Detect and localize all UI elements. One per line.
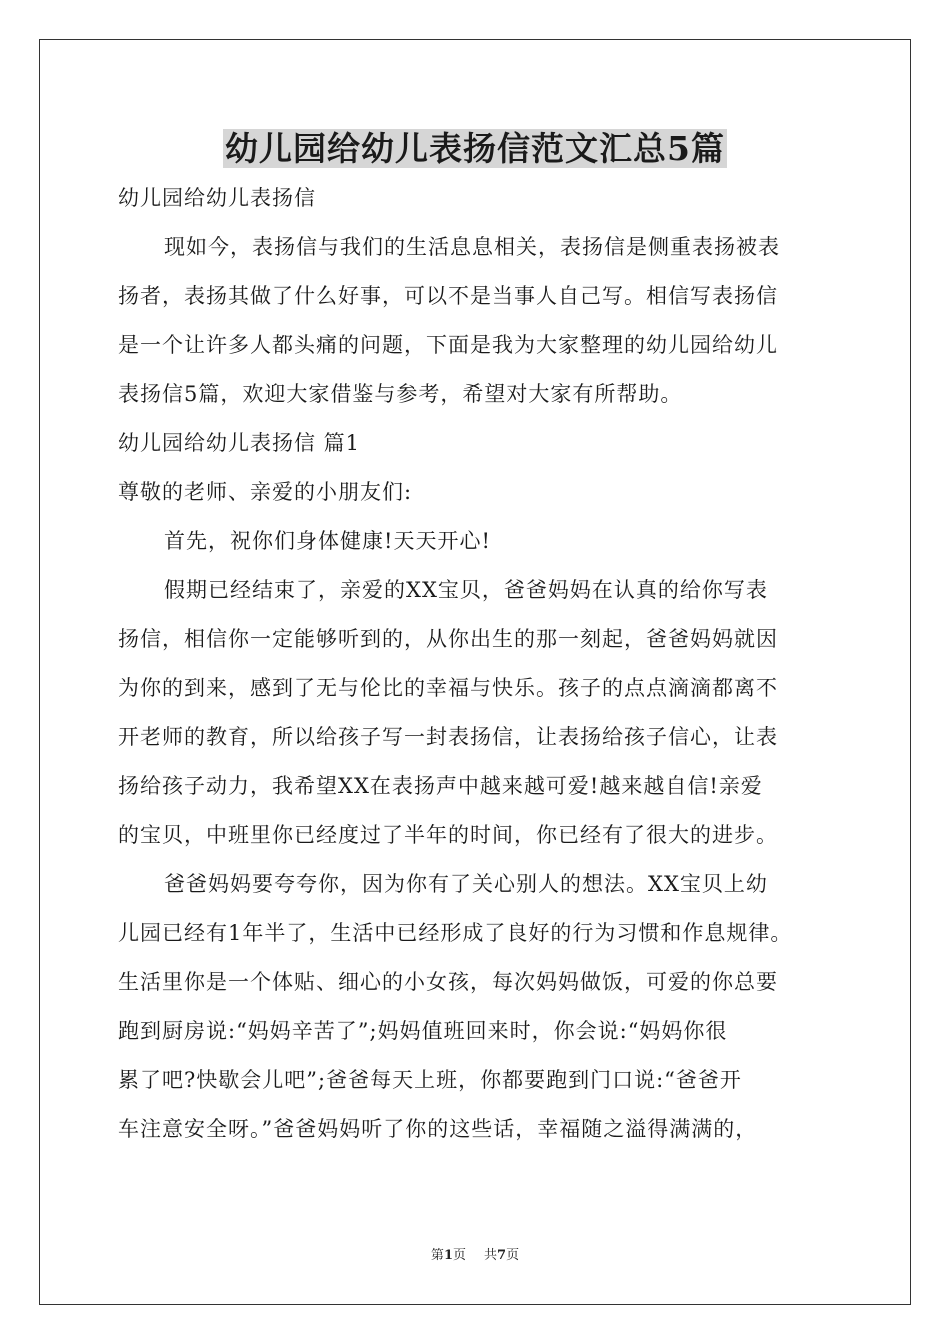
body-line: 是一个让许多人都头痛的问题，下面是我为大家整理的幼儿园给幼儿 bbox=[118, 333, 778, 357]
body-line: 扬者，表扬其做了什么好事，可以不是当事人自己写。相信写表扬信 bbox=[118, 284, 778, 308]
total-pages: 7 bbox=[497, 1248, 507, 1263]
body-line: 车注意安全呀。”爸爸妈妈听了你的这些话，幸福随之溢得满满的， bbox=[118, 1117, 758, 1141]
body-line: 首先，祝你们身体健康!天天开心! bbox=[164, 529, 491, 553]
body-line: 为你的到来，感到了无与伦比的幸福与快乐。孩子的点点滴滴都离不 bbox=[118, 676, 778, 700]
body-line: 现如今，表扬信与我们的生活息息相关，表扬信是侧重表扬被表 bbox=[164, 235, 780, 259]
body-line: 开老师的教育，所以给孩子写一封表扬信，让表扬给孩子信心，让表 bbox=[118, 725, 778, 749]
salutation-line: 尊敬的老师、亲爱的小朋友们: bbox=[118, 480, 413, 504]
total-label-suffix: 页 bbox=[506, 1248, 520, 1263]
document-title-text: 幼儿园给幼儿表扬信范文汇总5篇 bbox=[225, 129, 725, 168]
body-line: 假期已经结束了，亲爱的XX宝贝，爸爸妈妈在认真的给你写表 bbox=[164, 578, 768, 602]
body-line: 表扬信5篇，欢迎大家借鉴与参考，希望对大家有所帮助。 bbox=[118, 382, 683, 406]
section-heading: 幼儿园给幼儿表扬信 篇1 bbox=[118, 431, 361, 455]
body-line: 的宝贝，中班里你已经度过了半年的时间，你已经有了很大的进步。 bbox=[118, 823, 778, 847]
body-line: 生活里你是一个体贴、细心的小女孩，每次妈妈做饭，可爱的你总要 bbox=[118, 970, 778, 994]
section-heading: 幼儿园给幼儿表扬信 bbox=[118, 186, 316, 210]
body-line: 扬给孩子动力，我希望XX在表扬声中越来越可爱!越来越自信!亲爱 bbox=[118, 774, 763, 798]
body-line: 跑到厨房说:“妈妈辛苦了”;妈妈值班回来时，你会说:“妈妈你很 bbox=[118, 1019, 728, 1043]
body-line: 爸爸妈妈要夸夸你，因为你有了关心别人的想法。XX宝贝上幼 bbox=[164, 872, 768, 896]
body-line: 扬信，相信你一定能够听到的，从你出生的那一刻起，爸爸妈妈就因 bbox=[118, 627, 778, 651]
page-label-prefix: 第 bbox=[430, 1248, 444, 1263]
document-title bbox=[0, 126, 950, 172]
total-label-prefix: 共 bbox=[484, 1248, 498, 1263]
document-body bbox=[118, 174, 838, 1154]
body-line: 累了吧?快歇会儿吧”;爸爸每天上班，你都要跑到门口说:“爸爸开 bbox=[118, 1068, 742, 1092]
body-line: 儿园已经有1年半了，生活中已经形成了良好的行为习惯和作息规律。 bbox=[118, 921, 793, 945]
page-label-suffix: 页 bbox=[452, 1248, 466, 1263]
page-footer bbox=[0, 1247, 950, 1265]
page-number: 1 bbox=[443, 1248, 453, 1263]
